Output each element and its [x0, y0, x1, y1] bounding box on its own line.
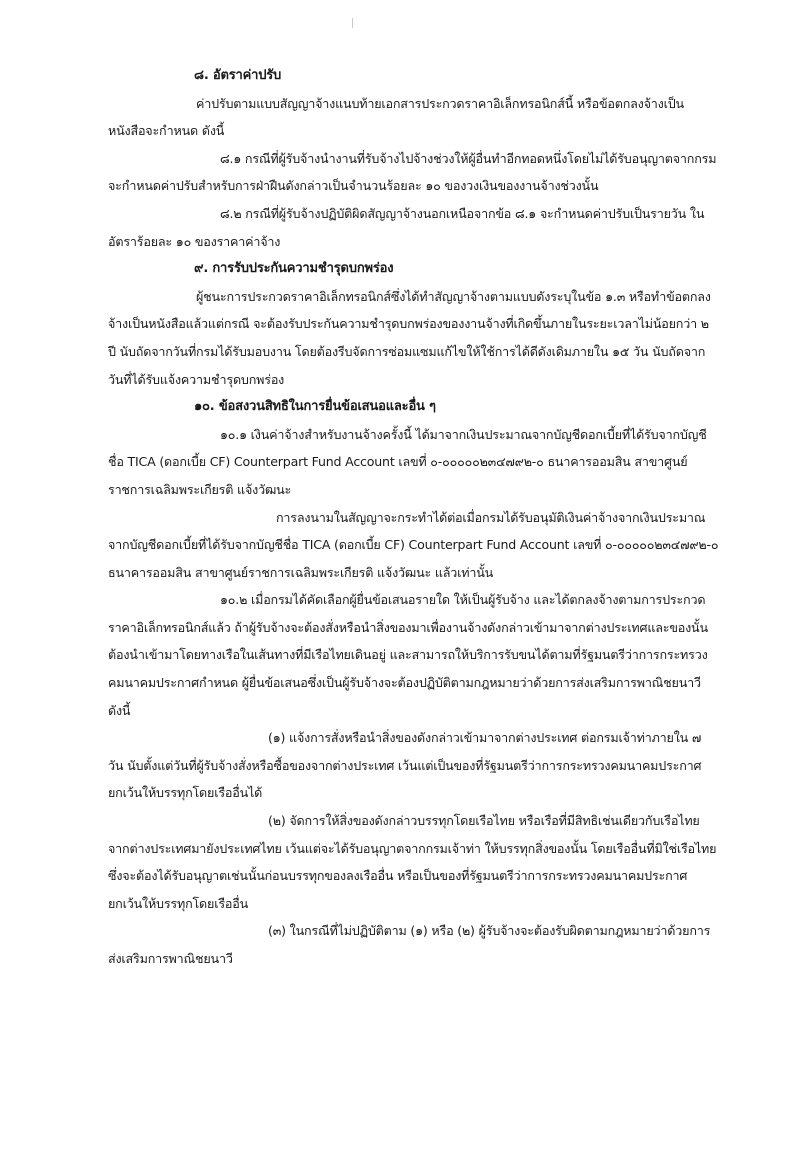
section-8-2-paragraph: ๘.๒ กรณีที่ผู้รับจ้างปฏิบัติผิดสัญญาจ้างนอกเหนือจากข้อ ๘.๑ จะกำหนดค่าปรับเป็นรายวัน ในอัตราร้อยละ ๑๐ ของราคาค่าจ้าง: [108, 205, 705, 249]
section-9-paragraph: ผู้ชนะการประกวดราคาอิเล็กทรอนิกส์ซึ่งได้ทำสัญญาจ้างตามแบบดังระบุในข้อ ๑.๓ หรือทำข้อตกลงจ้างเป็นหนังสือแล้วแต่กรณี จะต้องรับประกันความชำรุดบกพร่องของงานจ้างที่เกิดขึ้นภายในระยะเวลาไม่น้อยกว่า ๒ ปี นับถัดจากวันที่กรมได้รับมอบงาน โดยต้องรีบจัดการซ่อมแซมแก้ไขให้ใช้การได้ดีดังเดิมภายใน ๑๕ วัน นับถัดจากวันที่ได้รับแจ้งความชำรุดบกพร่อง: [108, 288, 711, 387]
section-8-heading: ๘. อัตราค่าปรับ: [194, 68, 282, 83]
section-10-1-paragraph: ๑๐.๑ เงินค่าจ้างสำหรับงานจ้างครั้งนี้ ได้มาจากเงินประมาณจากบัญชีดอกเบี้ยที่ได้รับจากบัญชี ชื่อ TICA (ดอกเบี้ย CF) Counterpart Fund Account เลขที่ ๐-๐๐๐๐๐๒๓๔๗๙๒-๐ ธนาคารออมสิน สาขาศูนย์ราชการเฉลิมพระเกียรติ แจ้งวัฒนะ: [108, 426, 707, 497]
section-10-2-paragraph: ๑๐.๒ เมื่อกรมได้คัดเลือกผู้ยื่นข้อเสนอรายใด ให้เป็นผู้รับจ้าง และได้ตกลงจ้างตามการประกวดราคาอิเล็กทรอนิกส์แล้ว ถ้าผู้รับจ้างจะต้องสั่งหรือนำสิ่งของมาเพื่องานจ้างดังกล่าวเข้ามาจากต่างประเทศและของนั้นต้องนำเข้ามาโดยทางเรือในเส้นทางที่มีเรือไทยเดินอยู่ และสามารถให้บริการรับขนได้ตามที่รัฐมนตรีว่าการกระทรวงคมนาคมประกาศกำหนด ผู้ยื่นข้อเสนอซึ่งเป็นผู้รับจ้างจะต้องปฏิบัติตามกฎหมายว่าด้วยการส่งเสริมการพาณิชยนาวี ดังนี้: [108, 592, 708, 718]
section-9-heading: ๙. การรับประกันความชำรุดบกพร่อง: [194, 261, 394, 277]
scan-mark: [352, 18, 353, 28]
section-10-1-signing-paragraph: การลงนามในสัญญาจะกระทำได้ต่อเมื่อกรมได้รับอนุมัติเงินค่าจ้างจากเงินประมาณจากบัญชีดอกเบี้ยที่ได้รับจากบัญชีชื่อ TICA (ดอกเบี้ย CF) Counterpart Fund Account เลขที่ ๐-๐๐๐๐๐๒๓๔๗๙๒-๐ ธนาคารออมสิน สาขาศูนย์ราชการเฉลิมพระเกียรติ แจ้งวัฒนะ แล้วเท่านั้น: [108, 509, 719, 580]
section-8-intro: ค่าปรับตามแบบสัญญาจ้างแนบท้ายเอกสารประกวดราคาอิเล็กทรอนิกส์นี้ หรือข้อตกลงจ้างเป็นหนังสือจะกำหนด ดังนี้: [108, 95, 684, 139]
section-10-2-item-2: (๒) จัดการให้สิ่งของดังกล่าวบรรทุกโดยเรือไทย หรือเรือที่มีสิทธิเช่นเดียวกับเรือไทยจากต่างประเทศมายังประเทศไทย เว้นแต่จะได้รับอนุญาตจากกรมเจ้าท่า ให้บรรทุกสิ่งของนั้น โดยเรืออื่นที่มิใช่เรือไทย ซึ่งจะต้องได้รับอนุญาตเช่นนั้นก่อนบรรทุกของลงเรืออื่น หรือเป็นของที่รัฐมนตรีว่าการกระทรวงคมนาคมประกาศยกเว้นให้บรรทุกโดยเรืออื่น: [108, 813, 717, 911]
section-8-1-paragraph: ๘.๑ กรณีที่ผู้รับจ้างนำงานที่รับจ้างไปจ้างช่วงให้ผู้อื่นทำอีกทอดหนึ่งโดยไม่ได้รับอนุญาตจากกรมจะกำหนดค่าปรับสำหรับการฝ่าฝืนดังกล่าวเป็นจำนวนร้อยละ ๑๐ ของวงเงินของงานจ้างช่วงนั้น: [108, 150, 717, 194]
section-10-heading: ๑๐. ข้อสงวนสิทธิในการยื่นข้อเสนอและอื่น ๆ: [194, 399, 436, 415]
section-10-2-item-1: (๑) แจ้งการสั่งหรือนำสิ่งของดังกล่าวเข้ามาจากต่างประเทศ ต่อกรมเจ้าท่าภายใน ๗ วัน นับตั้งแต่วันที่ผู้รับจ้างสั่งหรือซื้อของจากต่างประเทศ เว้นแต่เป็นของที่รัฐมนตรีว่าการกระทรวงคมนาคมประกาศยกเว้นให้บรรทุกโดยเรืออื่นได้: [108, 730, 702, 801]
document-page: [108, 62, 720, 973]
section-10-2-item-3: (๓) ในกรณีที่ไม่ปฏิบัติตาม (๑) หรือ (๒) ผู้รับจ้างจะต้องรับผิดตามกฎหมายว่าด้วยการส่งเสริมการพาณิชยนาวี: [108, 923, 711, 966]
